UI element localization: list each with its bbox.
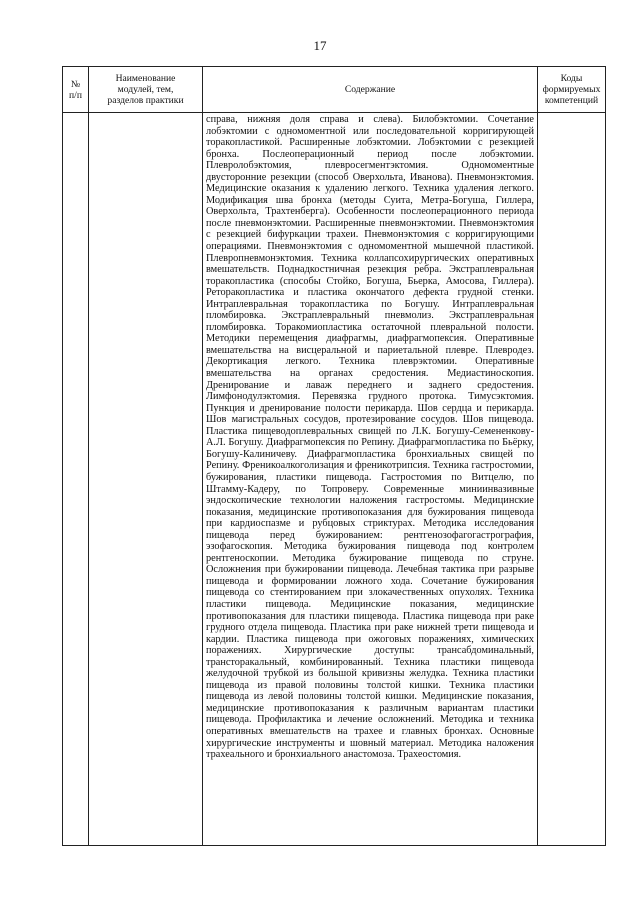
cell-module-name xyxy=(89,113,203,846)
cell-competency-codes xyxy=(538,113,606,846)
curriculum-table xyxy=(62,66,606,846)
header-competency-codes: Коды формируемых компетенций xyxy=(538,67,606,113)
header-module-name: Наименование модулей, тем, разделов практики xyxy=(89,67,203,113)
cell-content xyxy=(203,113,538,846)
header-num: № п/п xyxy=(63,67,89,113)
table-row xyxy=(63,113,606,846)
cell-num xyxy=(63,113,89,846)
content-text: справа, нижняя доля справа и слева). Билобэктомии. Сочетание лобэктомии с одномоментной или последовательной корригирующей торакопластикой. Расширенные лобэктомии. Лобэктомии с резекцией бронха. Послеоперационный период после лобэктомии. Плевролобэктомия, плевросегментэктомия. Одномоментные двусторонние резекции (способ Оверхольта, Иванова). Пневмонэктомия. Медицинские оказания к удалению легкого. Техника удаления легкого. Модификация шва бронха (методы Суита, Метра-Богуша, Гиллера, Оверхольта, Трахтенберга). Особенности послеоперационного периода после пневмонэктомии. Расширенные пневмонэктомии. Пневмонэктомия с резекцией бифуркации трахеи. Пневмонэктомия с корригирующими операциями. Пневмонэктомия с одномоментной мышечной пластикой. Плевропневмонэктомия. Техника коллапсохирургических оперативных вмешательств. Поднадкостничная резекция ребра. Экстраплевральная торакопластика (способы Стойко, Богуша, Бьерка, Амосова, Гиллера). Реторакопластика и пластика окончатого дефекта грудной стенки. Интраплевральная торакопластика по Богушу. Интраплевральная пломбировка. Экстраплевральный пневмолиз. Экстраплевральная пломбировка. Торакомиопластика остаточной плевральной полости. Методики перемещения диафрагмы, диафрагмопексия. Оперативные вмешательства на висцеральной и париетальной плевре. Плевродез. Декортикация легкого. Техника плеврэктомии. Оперативные вмешательства на органах средостения. Медиастиноскопия. Дренирование и лаваж переднего и заднего средостения. Лимфонодулэктомия. Перевязка грудного протока. Тимусэктомия. Пункция и дренирование полости перикарда. Шов сердца и перикарда. Шов магистральных сосудов, протезирование сосудов. Шов пищевода. Пластика пищеводоплевральных свищей по Л.К. Богушу-Семененкову-А.Л. Богушу. Диафрагмопексия по Репину. Диафрагмопластика по Бьёрку, Богушу-Калиничеву. Диафрагмопластика бронхиальных свищей по Репину. Френикоалкоголизация и френикотрипсия. Техника гастростомии, бужирования, пластики пищевода. Гастростомия по Витцелю, по Штамму-Кадеру, по Топроверу. Современные миниинвазивные эндоскопические технологии наложения гастростомы. Медицинские показания, медицинские противопоказания для бужирования пищевода при кардиоспазме и рубцовых стриктурах. Методика исследования пищевода перед бужированием: рентгенозофагогастрография, эзофагоскопия. Методика бужирования пищевода под контролем рентгеноскопии. Методика бужирование пищевода по струне. Осложнения при бужировании пищевода. Лечебная тактика при разрыве пищевода и формировании ложного хода. Сочетание бужирования пищевода со стентированием при злокачественных опухолях. Техника пластики пищевода. Медицинские показания, медицинские противопоказания для пластики пищевода. Пластика пищевода при раке грудного отдела пищевода. Пластика при раке нижней трети пищевода и кардии. Пластика пищевода при ожоговых поражениях, химических поражениях. Хирургические доступы: трансабдоминальный, трансторакальный, комбинированный. Техника пластики пищевода желудочной трубкой из большой кривизны желудка. Техника пластики пищевода из правой половины толстой кишки. Техника пластики пищевода из левой половины толстой кишки. Медицинские показания, медицинские противопоказания к различным вариантам пластики пищевода. Профилактика и лечение осложнений. Методика и техника оперативных вмешательств на трахее и главных бронхах. Основные хирургические инструменты и шовный материал. Методика наложения трахеального и бронхиального анастомоза. Трахеостомия. xyxy=(206,114,534,761)
table-header-row xyxy=(63,67,606,113)
header-content: Содержание xyxy=(203,67,538,113)
page-number: 17 xyxy=(313,38,327,53)
